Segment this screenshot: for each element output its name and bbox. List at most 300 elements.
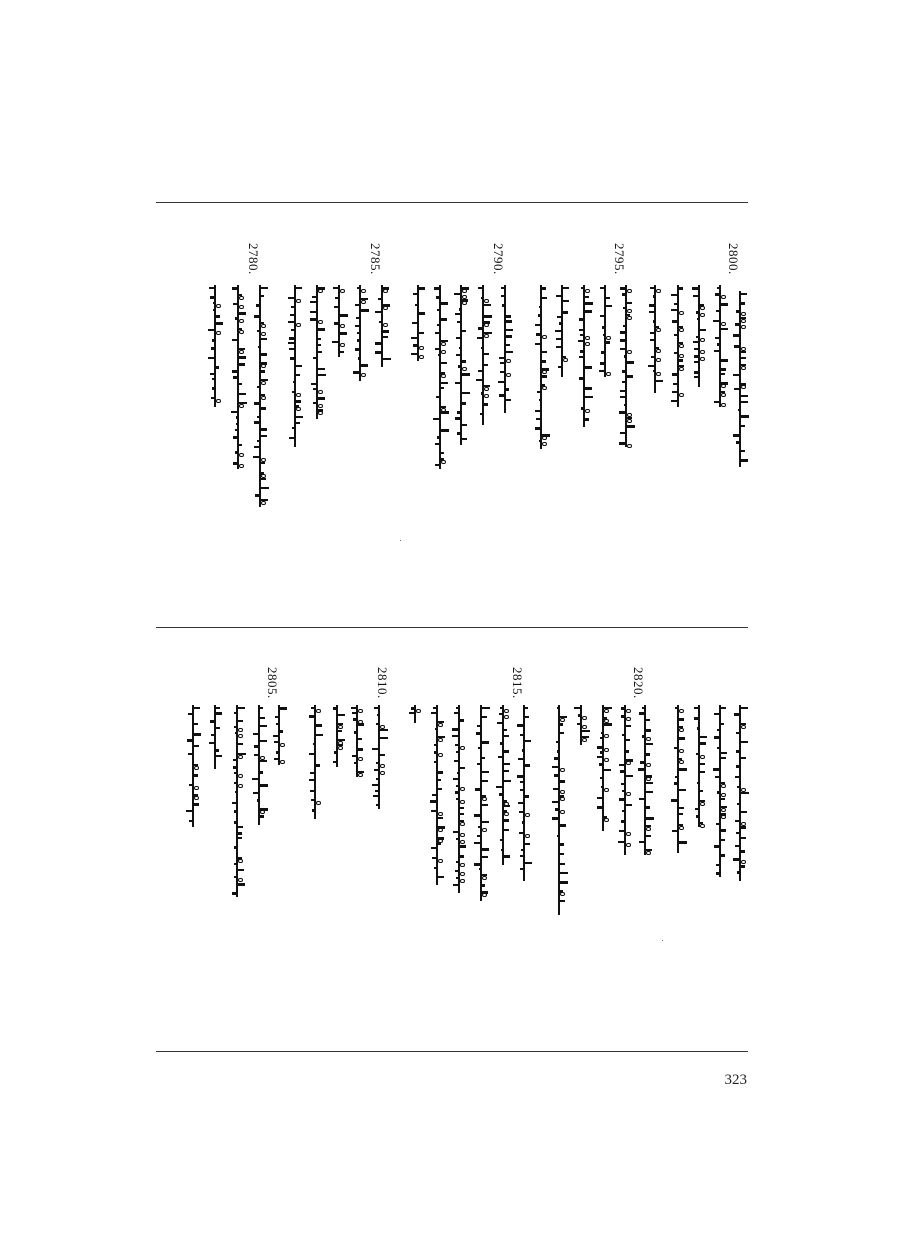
glyph-stroke (213, 309, 216, 311)
glyph-stroke (741, 450, 745, 452)
glyph-stroke (600, 737, 604, 739)
glyph-bowl (525, 834, 530, 838)
glyph-stroke (714, 713, 721, 715)
glyph-bowl (604, 818, 609, 822)
glyph-stroke (626, 739, 630, 741)
glyph-stroke (234, 726, 238, 728)
glyph-bowl (656, 372, 661, 376)
glyph-stroke (714, 736, 721, 739)
glyph-stroke (552, 817, 560, 820)
line-number: 2785. (368, 243, 383, 275)
glyph-stroke (622, 734, 626, 736)
glyph-stroke (554, 774, 560, 777)
glyph-stroke (481, 297, 484, 299)
glyph-stroke (236, 423, 239, 425)
glyph-stroke (619, 442, 627, 445)
glyph-stroke (600, 777, 604, 779)
glyph-bowl (239, 330, 244, 334)
glyph-stroke (563, 300, 569, 302)
glyph-bowl (239, 453, 244, 457)
mongolian-script-line (229, 285, 245, 469)
glyph-bowl (482, 828, 487, 832)
glyph-bowl (194, 786, 199, 790)
glyph-stroke (713, 320, 721, 322)
glyph-bowl (646, 777, 651, 781)
glyph-stroke (620, 432, 627, 434)
glyph-stroke (261, 478, 266, 480)
glyph-stroke (538, 314, 542, 317)
glyph-stroke (462, 330, 466, 332)
glyph-stroke (741, 401, 748, 403)
glyph-stroke (535, 343, 542, 345)
glyph-stroke (233, 436, 239, 439)
glyph-bowl (679, 749, 684, 753)
glyph-stroke (721, 798, 725, 800)
glyph-stroke (517, 724, 525, 727)
glyph-bowl (582, 725, 587, 729)
glyph-stroke (648, 365, 656, 367)
glyph-stroke (480, 413, 484, 415)
glyph-stroke (600, 287, 606, 289)
glyph-stroke (627, 375, 633, 378)
glyph-stroke (309, 779, 316, 781)
glyph-bowl (441, 374, 446, 378)
glyph-stroke (234, 863, 238, 865)
glyph-stroke (238, 869, 244, 871)
mongolian-script-line (515, 705, 531, 881)
glyph-stroke (456, 354, 462, 356)
glyph-stroke (452, 735, 460, 737)
mongolian-script-line (553, 285, 569, 377)
glyph-stroke (478, 747, 482, 749)
glyph-stroke (736, 765, 741, 768)
glyph-stroke (460, 767, 465, 769)
glyph-bowl (606, 336, 611, 340)
glyph-stroke (694, 376, 700, 378)
page-number: 323 (724, 1072, 747, 1088)
glyph-stroke (238, 837, 242, 839)
glyph-stroke (477, 725, 482, 727)
glyph-stroke (235, 429, 239, 431)
glyph-stroke (413, 344, 419, 347)
glyph-bowl (582, 738, 587, 742)
glyph-stroke (715, 776, 721, 778)
glyph-stroke (563, 287, 569, 289)
glyph-stroke (694, 707, 700, 709)
glyph-stroke (624, 404, 627, 406)
glyph-stroke (238, 720, 243, 722)
glyph-bowl (261, 501, 266, 505)
glyph-stroke (189, 784, 194, 786)
glyph-stroke (482, 884, 485, 887)
glyph-stroke (716, 872, 721, 875)
glyph-bowl (626, 709, 631, 713)
mongolian-script-line (286, 285, 302, 447)
glyph-stroke (618, 841, 626, 843)
glyph-stroke (580, 334, 585, 336)
glyph-bowl (380, 764, 385, 768)
glyph-stroke (318, 397, 325, 400)
glyph-stroke (310, 311, 318, 313)
glyph-stroke (291, 329, 296, 331)
glyph-stroke (735, 776, 741, 778)
glyph-stroke (255, 494, 261, 497)
glyph-bowl (340, 324, 345, 328)
glyph-stroke (721, 757, 726, 759)
glyph-stroke (456, 751, 460, 753)
glyph-stroke (736, 750, 741, 753)
glyph-stroke (601, 351, 606, 354)
glyph-bowl (741, 860, 746, 864)
glyph-stroke (639, 798, 646, 800)
glyph-stroke (672, 391, 679, 393)
glyph-stroke (606, 341, 610, 344)
glyph-bowl (419, 346, 424, 350)
glyph-stroke (261, 435, 267, 437)
glyph-bowl (656, 349, 661, 353)
glyph-stroke (194, 733, 201, 736)
glyph-stroke (502, 304, 506, 307)
glyph-stroke (254, 745, 260, 748)
mongolian-script-line (450, 705, 466, 893)
glyph-stroke (377, 714, 380, 716)
glyph-stroke (552, 766, 560, 768)
glyph-stroke (412, 322, 419, 324)
glyph-bowl (358, 709, 363, 713)
glyph-stroke (358, 357, 361, 360)
glyph-bowl (438, 723, 443, 727)
glyph-stroke (236, 416, 239, 419)
glyph-bowl (542, 442, 547, 446)
glyph-stroke (700, 790, 703, 792)
glyph-bowl (606, 372, 611, 376)
glyph-stroke (478, 370, 484, 372)
glyph-stroke (585, 418, 589, 421)
glyph-bowl (238, 859, 243, 863)
glyph-bowl (239, 464, 244, 468)
glyph-stroke (506, 388, 509, 391)
glyph-stroke (216, 749, 219, 752)
glyph-stroke (453, 884, 460, 886)
glyph-bowl (280, 743, 285, 747)
glyph-stroke (737, 871, 741, 874)
glyph-stroke (697, 782, 700, 784)
glyph-stroke (741, 415, 749, 418)
glyph-stroke (474, 842, 482, 844)
glyph-stroke (499, 357, 506, 359)
glyph-stroke (436, 296, 441, 299)
glyph-stroke (717, 747, 721, 749)
glyph-stroke (482, 716, 487, 718)
glyph-stroke (506, 315, 511, 318)
glyph-stroke (653, 370, 656, 372)
glyph-stroke (496, 786, 504, 788)
glyph-stroke (409, 712, 416, 714)
glyph-stroke (693, 341, 700, 343)
glyph-stroke (646, 729, 651, 732)
glyph-stroke (456, 337, 462, 339)
glyph-stroke (211, 347, 216, 350)
glyph-stroke (274, 741, 280, 743)
glyph-stroke (679, 841, 687, 844)
glyph-bowl (585, 336, 590, 340)
glyph-bowl (721, 295, 726, 299)
mongolian-script-line (406, 705, 422, 723)
glyph-stroke (261, 338, 267, 340)
glyph-stroke (741, 357, 746, 359)
glyph-bowl (679, 311, 684, 315)
glyph-bowl (560, 797, 565, 801)
glyph-bowl (216, 399, 221, 403)
glyph-stroke (500, 839, 504, 841)
glyph-stroke (679, 737, 685, 740)
glyph-bowl (383, 323, 388, 327)
glyph-stroke (292, 427, 296, 429)
mongolian-script-line (711, 705, 727, 877)
glyph-stroke (216, 755, 222, 757)
mongolian-script-line (731, 705, 747, 881)
glyph-stroke (716, 310, 721, 312)
glyph-stroke (296, 287, 302, 289)
glyph-bowl (700, 802, 705, 806)
mongolian-script-line (494, 705, 510, 865)
glyph-stroke (476, 732, 482, 735)
glyph-stroke (340, 314, 348, 317)
glyph-bowl (261, 396, 266, 400)
glyph-stroke (441, 302, 448, 305)
glyph-stroke (441, 452, 444, 454)
glyph-stroke (482, 821, 489, 823)
glyph-stroke (232, 892, 238, 895)
glyph-stroke (620, 396, 627, 398)
glyph-stroke (373, 795, 380, 797)
glyph-stroke (434, 287, 441, 290)
glyph-stroke (504, 750, 509, 753)
glyph-stroke (238, 826, 243, 828)
glyph-stroke (626, 775, 633, 777)
mongolian-script-line (330, 285, 346, 357)
glyph-stroke (721, 373, 725, 375)
glyph-bowl (721, 403, 726, 407)
glyph-stroke (501, 295, 506, 297)
glyph-bowl (238, 784, 243, 788)
glyph-stroke (474, 814, 482, 817)
mongolian-script-line (308, 285, 324, 419)
glyph-bowl (646, 763, 651, 767)
line-number: 2790. (491, 243, 506, 275)
glyph-bowl (296, 407, 301, 411)
glyph-stroke (733, 374, 741, 376)
glyph-stroke (620, 331, 627, 334)
glyph-stroke (419, 312, 425, 315)
glyph-stroke (187, 739, 194, 742)
glyph-stroke (289, 337, 296, 340)
glyph-stroke (335, 297, 340, 299)
glyph-stroke (672, 320, 679, 323)
glyph-stroke (462, 392, 470, 394)
glyph-stroke (622, 790, 626, 792)
glyph-stroke (597, 797, 604, 799)
glyph-bowl (627, 419, 632, 423)
glyph-stroke (535, 410, 542, 412)
line-number: 2815. (510, 667, 525, 699)
glyph-stroke (233, 376, 239, 379)
glyph-stroke (621, 820, 626, 823)
glyph-bowl (361, 373, 366, 377)
glyph-stroke (354, 731, 358, 734)
glyph-bowl (542, 386, 547, 390)
glyph-stroke (535, 427, 542, 430)
glyph-stroke (261, 295, 264, 297)
glyph-stroke (210, 373, 216, 375)
mongolian-script-line (206, 285, 222, 407)
glyph-stroke (597, 806, 604, 809)
glyph-stroke (520, 855, 525, 857)
glyph-stroke (585, 310, 592, 313)
glyph-stroke (626, 725, 631, 727)
glyph-stroke (194, 803, 199, 806)
glyph-stroke (504, 735, 509, 737)
glyph-stroke (261, 487, 269, 489)
glyph-stroke (506, 351, 513, 353)
glyph-stroke (456, 798, 460, 800)
line-number: 2795. (612, 243, 627, 275)
glyph-stroke (232, 339, 239, 341)
glyph-bowl (383, 289, 388, 293)
glyph-bowl (460, 822, 465, 826)
glyph-stroke (694, 355, 700, 358)
glyph-stroke (462, 373, 470, 376)
glyph-stroke (626, 750, 629, 753)
glyph-bowl (318, 411, 323, 415)
glyph-stroke (580, 350, 585, 353)
glyph-stroke (694, 371, 700, 374)
glyph-stroke (441, 362, 447, 364)
glyph-stroke (542, 287, 546, 290)
glyph-bowl (646, 851, 651, 855)
glyph-stroke (734, 345, 741, 348)
glyph-stroke (597, 756, 604, 758)
glyph-stroke (499, 793, 504, 796)
glyph-stroke (519, 832, 525, 834)
mongolian-script-line (409, 285, 425, 361)
glyph-stroke (627, 302, 632, 304)
glyph-stroke (261, 407, 266, 410)
glyph-stroke (310, 318, 318, 321)
glyph-stroke (276, 723, 280, 725)
glyph-bowl (542, 335, 547, 339)
glyph-stroke (482, 780, 488, 782)
mongolian-script-line (472, 705, 488, 901)
glyph-bowl (542, 370, 547, 374)
glyph-bowl (626, 843, 631, 847)
glyph-stroke (318, 328, 325, 331)
glyph-bowl (238, 734, 243, 738)
glyph-bowl (194, 796, 199, 800)
mongolian-script-line (370, 705, 386, 809)
glyph-stroke (313, 743, 316, 745)
glyph-stroke (500, 371, 506, 373)
glyph-stroke (582, 730, 590, 732)
glyph-stroke (556, 338, 563, 340)
glyph-stroke (622, 810, 626, 812)
glyph-stroke (462, 438, 467, 440)
glyph-bowl (741, 325, 746, 329)
glyph-stroke (579, 377, 585, 380)
glyph-stroke (721, 854, 725, 857)
glyph-bowl (627, 289, 632, 293)
glyph-stroke (500, 707, 504, 709)
glyph-stroke (671, 799, 679, 802)
glyph-stroke (557, 835, 560, 837)
line-number: 2820. (631, 667, 646, 699)
glyph-stroke (316, 764, 320, 767)
glyph-stroke (260, 815, 264, 818)
glyph-stroke (560, 863, 565, 865)
glyph-stroke (261, 462, 265, 464)
glyph-stroke (457, 411, 462, 414)
glyph-stroke (253, 733, 260, 735)
glyph-bowl (741, 319, 746, 323)
glyph-stroke (238, 832, 242, 835)
glyph-stroke (556, 295, 563, 297)
glyph-stroke (353, 371, 361, 374)
glyph-bowl (296, 299, 301, 303)
glyph-stroke (288, 297, 296, 299)
glyph-stroke (434, 744, 438, 746)
glyph-stroke (519, 811, 525, 813)
glyph-stroke (216, 707, 220, 709)
glyph-bowl (506, 359, 511, 363)
glyph-stroke (479, 868, 482, 870)
glyph-stroke (585, 296, 589, 298)
glyph-bowl (460, 800, 465, 804)
glyph-bowl (318, 289, 323, 293)
glyph-stroke (626, 804, 632, 806)
glyph-bowl (741, 366, 746, 370)
glyph-stroke (310, 790, 316, 792)
glyph-stroke (734, 388, 741, 390)
glyph-stroke (525, 862, 532, 864)
glyph-stroke (504, 780, 511, 782)
glyph-stroke (646, 782, 653, 784)
glyph-stroke (289, 348, 296, 350)
line-number: 2800. (726, 243, 741, 275)
glyph-stroke (481, 347, 484, 349)
glyph-bowl (239, 350, 244, 354)
glyph-stroke (602, 326, 606, 329)
glyph-bowl (460, 746, 465, 750)
glyph-bowl (721, 384, 726, 388)
glyph-stroke (672, 830, 679, 832)
glyph-stroke (313, 402, 318, 404)
glyph-stroke (430, 800, 438, 803)
glyph-stroke (713, 768, 721, 771)
glyph-stroke (460, 855, 464, 858)
glyph-stroke (560, 843, 564, 846)
mongolian-script-line (575, 285, 591, 427)
glyph-stroke (650, 287, 656, 289)
glyph-bowl (239, 319, 244, 323)
glyph-stroke (679, 768, 687, 771)
glyph-bowl (700, 824, 705, 828)
glyph-stroke (253, 456, 261, 458)
glyph-stroke (372, 784, 380, 786)
glyph-bowl (361, 289, 366, 293)
glyph-stroke (604, 723, 612, 726)
glyph-stroke (693, 295, 700, 297)
glyph-bowl (238, 878, 243, 882)
